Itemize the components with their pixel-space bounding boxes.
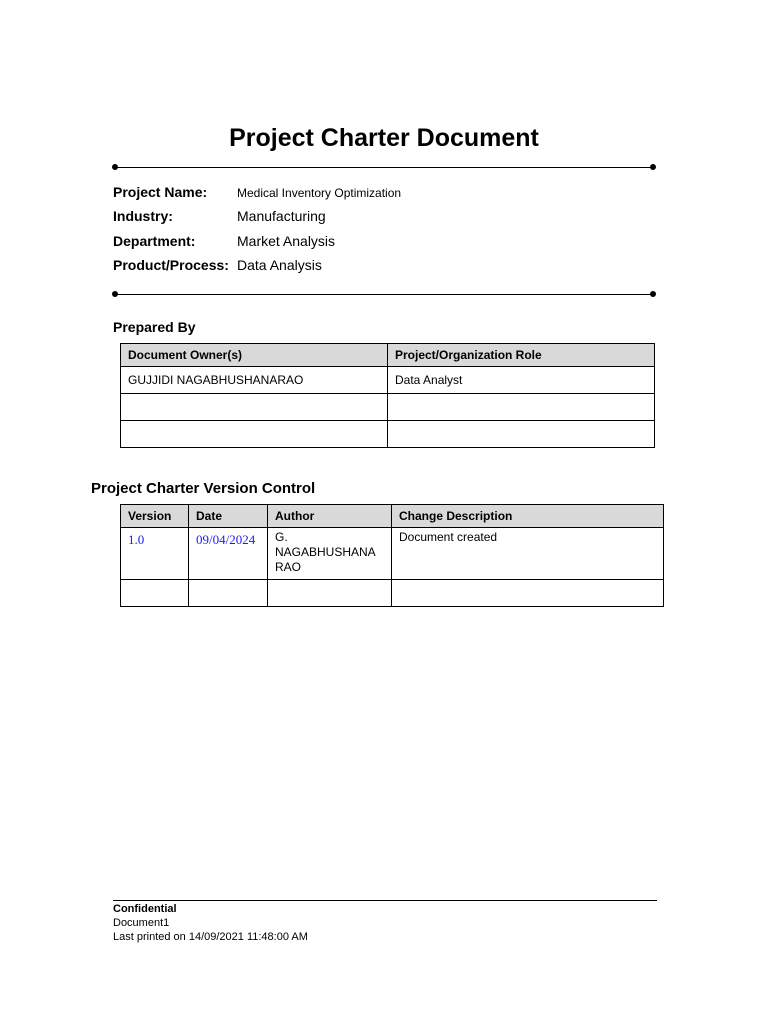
owner-cell — [121, 421, 388, 448]
change-description-cell: Document created — [392, 528, 664, 580]
table-row — [121, 367, 655, 394]
product-process-value: Data Analysis — [237, 257, 322, 273]
footer-divider — [113, 900, 657, 901]
owner-cell: GUJJIDI NAGABHUSHANARAO — [121, 367, 388, 394]
divider-endpoint — [650, 291, 656, 297]
project-name-value: Medical Inventory Optimization — [237, 186, 402, 200]
project-name-label: Project Name: — [113, 184, 208, 200]
divider-endpoint — [112, 291, 118, 297]
column-header: Document Owner(s) — [121, 344, 388, 367]
role-cell: Data Analyst — [388, 367, 655, 394]
department-value: Market Analysis — [237, 233, 336, 249]
divider-endpoint — [650, 164, 656, 170]
date-cell: 09/04/2024 — [189, 528, 268, 580]
change-description-cell — [392, 580, 664, 607]
footer-confidential: Confidential — [113, 903, 177, 915]
owner-cell — [121, 394, 388, 421]
column-header: Change Description — [392, 505, 664, 528]
table-row — [121, 580, 664, 607]
industry-value: Manufacturing — [237, 208, 326, 224]
top-divider — [115, 167, 653, 168]
version-control-table — [120, 504, 664, 607]
version-control-heading: Project Charter Version Control — [91, 480, 316, 497]
footer-document-name: Document1 — [113, 917, 170, 929]
document-owners-table — [120, 343, 655, 448]
table-row — [121, 528, 664, 580]
department-label: Department: — [113, 233, 196, 249]
footer-last-printed: Last printed on 14/09/2021 11:48:00 AM — [113, 931, 308, 943]
author-cell — [268, 580, 392, 607]
product-process-label: Product/Process: — [113, 257, 229, 273]
column-header: Date — [189, 505, 268, 528]
author-cell: G. NAGABHUSHANA RAO — [268, 528, 392, 580]
version-cell — [121, 580, 189, 607]
column-header: Author — [268, 505, 392, 528]
column-header: Project/Organization Role — [388, 344, 655, 367]
table-row — [121, 421, 655, 448]
industry-label: Industry: — [113, 208, 173, 224]
divider-endpoint — [112, 164, 118, 170]
version-cell: 1.0 — [121, 528, 189, 580]
page-title: Project Charter Document — [229, 124, 539, 152]
column-header: Version — [121, 505, 189, 528]
prepared-by-heading: Prepared By — [113, 319, 196, 335]
role-cell — [388, 421, 655, 448]
role-cell — [388, 394, 655, 421]
table-header-row — [121, 344, 655, 367]
bottom-divider — [115, 294, 653, 295]
date-cell — [189, 580, 268, 607]
table-header-row — [121, 505, 664, 528]
table-row — [121, 394, 655, 421]
